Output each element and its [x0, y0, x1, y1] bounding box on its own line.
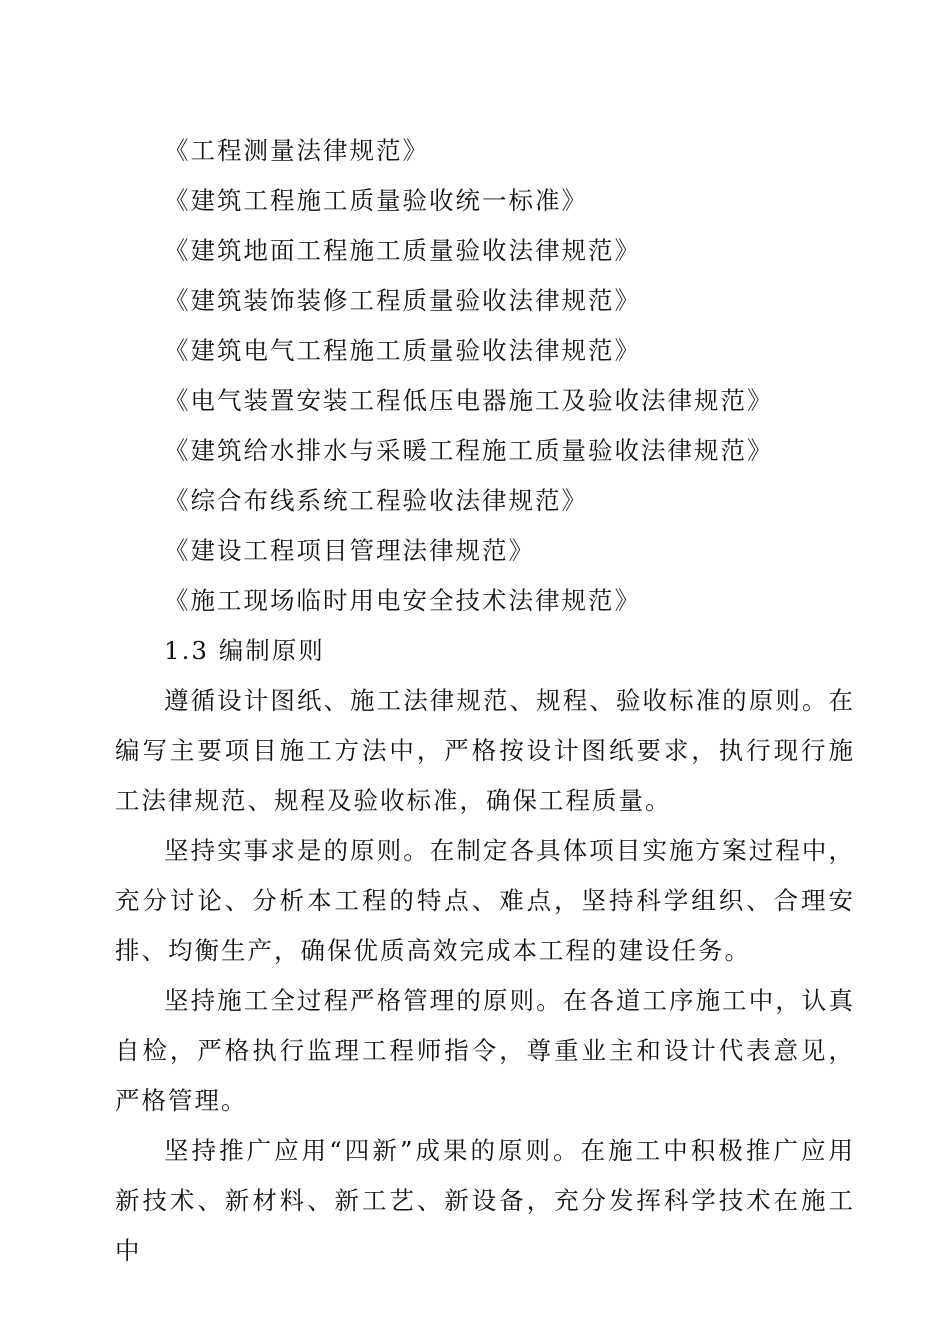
paragraph-design-standards: 遵循设计图纸、施工法律规范、规程、验收标准的原则。在编写主要项目施工方法中，严格按设计图纸要求，执行现行施工法律规范、规程及验收标准，确保工程质量。	[115, 686, 855, 815]
reference-item: 《施工现场临时用电安全技术法律规范》	[164, 586, 641, 615]
section-heading: 1.3 编制原则	[164, 636, 325, 665]
reference-item: 《建筑地面工程施工质量验收法律规范》	[164, 236, 641, 265]
paragraph-four-new: 坚持推广应用“四新”成果的原则。在施工中积极推广应用新技术、新材料、新工艺、新设备，充分发挥科学技术在施工中	[115, 1136, 855, 1265]
paragraph-practical-principle: 坚持实事求是的原则。在制定各具体项目实施方案过程中，充分讨论、分析本工程的特点、难点，坚持科学组织、合理安排、均衡生产，确保优质高效完成本工程的建设任务。	[115, 836, 855, 965]
document-body	[115, 126, 855, 1276]
reference-item: 《建筑装饰装修工程质量验收法律规范》	[164, 286, 641, 315]
reference-item: 《建设工程项目管理法律规范》	[164, 536, 535, 565]
reference-item: 《建筑给水排水与采暖工程施工质量验收法律规范》	[164, 436, 774, 465]
reference-item: 《工程测量法律规范》	[164, 136, 429, 165]
reference-item: 《综合布线系统工程验收法律规范》	[164, 486, 588, 515]
reference-list	[115, 126, 855, 626]
paragraph-strict-management: 坚持施工全过程严格管理的原则。在各道工序施工中，认真自检，严格执行监理工程师指令，尊重业主和设计代表意见，严格管理。	[115, 986, 855, 1115]
reference-item: 《建筑工程施工质量验收统一标准》	[164, 186, 588, 215]
reference-item: 《电气装置安装工程低压电器施工及验收法律规范》	[164, 386, 774, 415]
reference-item: 《建筑电气工程施工质量验收法律规范》	[164, 336, 641, 365]
